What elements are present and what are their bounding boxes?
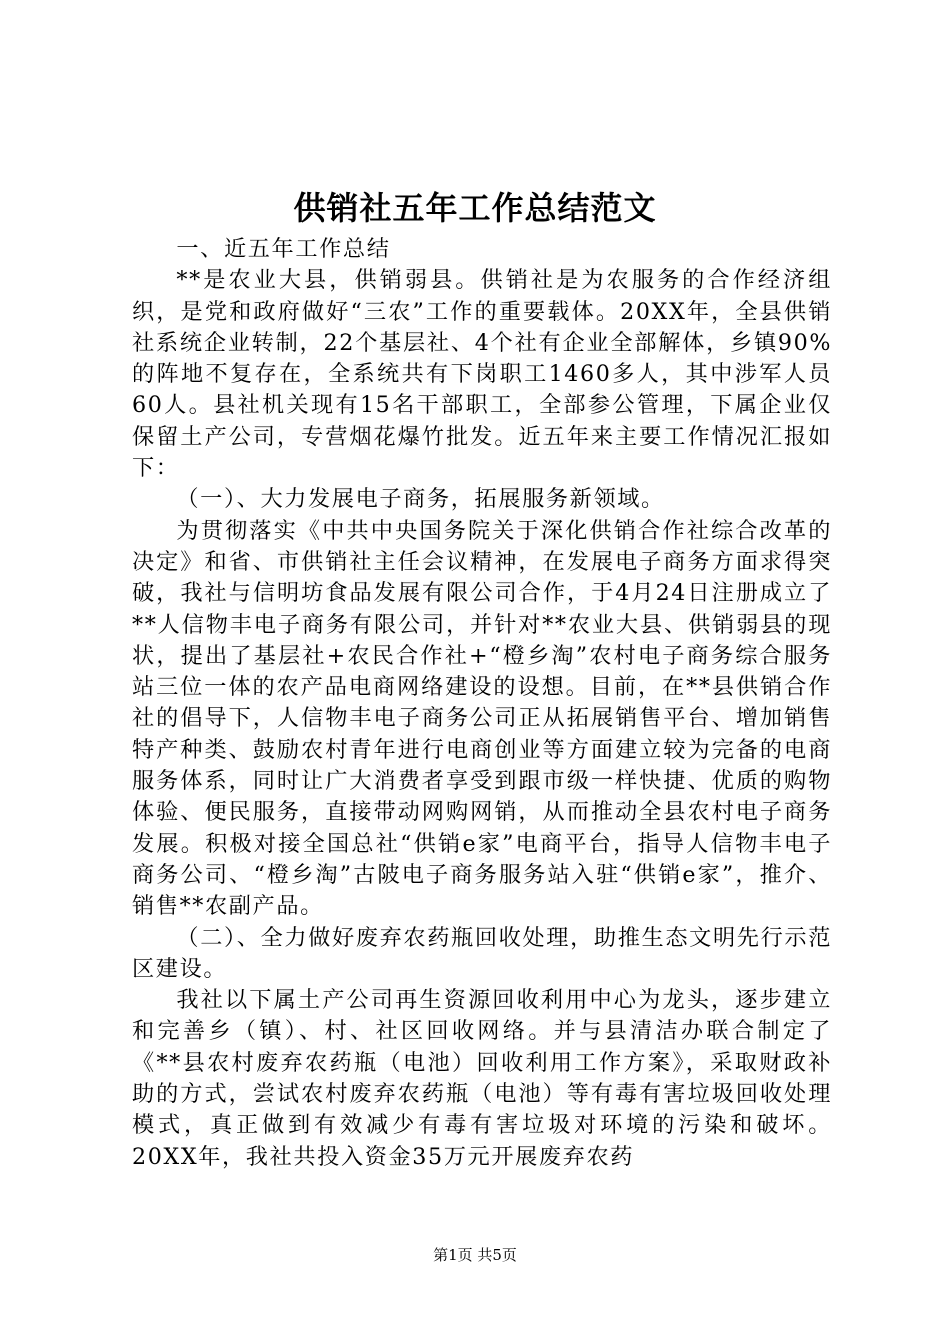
subsection-heading: （二）、全力做好废弃农药瓶回收处理，助推生态文明先行示范区建设。 [132,924,832,982]
paragraph: 我社以下属土产公司再生资源回收利用中心为龙头，逐步建立和完善乡（镇）、村、社区回收网络。并与县清洁办联合制定了《**县农村废弃农药瓶（电池）回收利用工作方案》，采取财政补助的方式，尝试农村废弃农药瓶（电池）等有毒有害垃圾回收处理模式，真正做到有效减少有毒有害垃圾对环境的污染和破坏。20XX年，我社共投入资金35万元开展废弃农药 [132,987,832,1170]
section-heading: 一、近五年工作总结 [176,236,391,262]
subsection-heading: （一）、大力发展电子商务，拓展服务新领域。 [176,486,665,513]
document-body [132,234,832,1173]
paragraph: **是农业大县，供销弱县。供销社是为农服务的合作经济组织，是党和政府做好“三农”工作的重要载体。20XX年，全县供销社系统企业转制，22个基层社、4个社有企业全部解体，乡镇90%的阵地不复存在，全系统共有下岗职工1460多人，其中涉军人员60人。县社机关现有15名干部职工，全部参公管理，下属企业仅保留土产公司，专营烟花爆竹批发。近五年来主要工作情况汇报如下： [132,267,832,482]
document-title: 供销社五年工作总结范文 [293,189,657,227]
paragraph: 为贯彻落实《中共中央国务院关于深化供销合作社综合改革的决定》和省、市供销社主任会议精神，在发展电子商务方面求得突破，我社与信明坊食品发展有限公司合作，于4月24日注册成立了**人信物丰电子商务有限公司，并针对**农业大县、供销弱县的现状，提出了基层社+农民合作社+“橙乡淘”农村电子商务综合服务站三位一体的农产品电商网络建设的设想。目前，在**县供销合作社的倡导下，人信物丰电子商务公司正从拓展销售平台、增加销售特产种类、鼓励农村青年进行电商创业等方面建立较为完备的电商服务体系，同时让广大消费者享受到跟市级一样快捷、优质的购物体验、便民服务，直接带动网购网销，从而推动全县农村电子商务发展。积极对接全国总社“供销e家”电商平台，指导人信物丰电子商务公司、“橙乡淘”古陂电子商务服务站入驻“供销e家”，推介、销售**农副产品。 [132,517,832,920]
page-footer: 第1页 共5页 [433,1246,517,1264]
